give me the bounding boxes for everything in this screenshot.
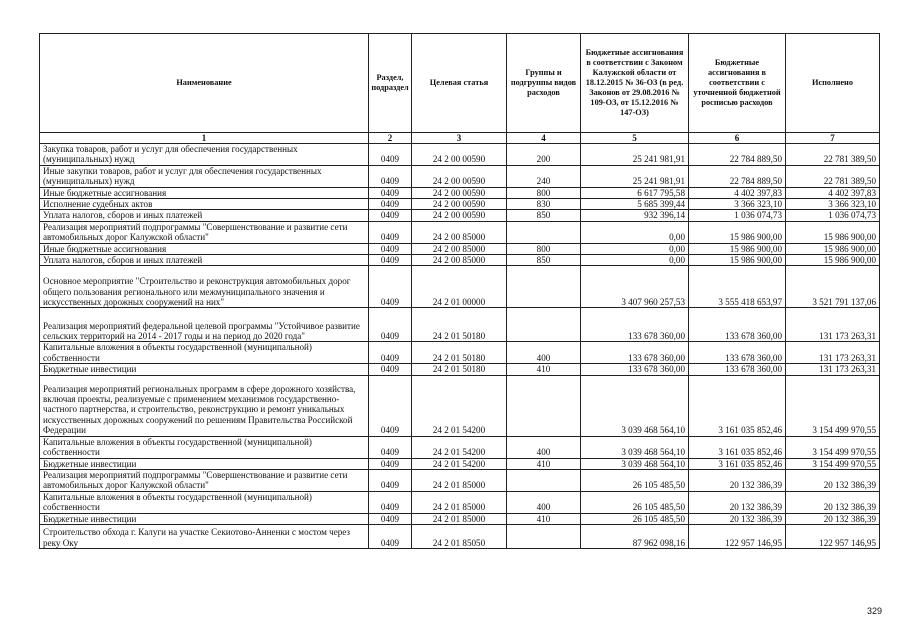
row-law-amount: 87 962 098,16 xyxy=(581,524,689,548)
row-revised-amount: 133 678 360,00 xyxy=(689,308,786,342)
header-revised: Бюджетные ассигнования в соответствии с уточненной бюджетной росписью расходов xyxy=(689,34,786,133)
row-revised-amount: 20 132 386,39 xyxy=(689,469,786,491)
page-number: 329 xyxy=(866,606,882,616)
row-group: 830 xyxy=(507,199,581,210)
row-section: 0409 xyxy=(369,308,412,342)
row-section: 0409 xyxy=(369,210,412,221)
row-revised-amount: 22 784 889,50 xyxy=(689,165,786,187)
row-target: 24 2 01 85050 xyxy=(412,524,507,548)
row-target: 24 2 00 85000 xyxy=(412,221,507,243)
table-body xyxy=(40,133,880,549)
row-group xyxy=(507,221,581,243)
row-section: 0409 xyxy=(369,524,412,548)
column-number-row xyxy=(40,133,880,144)
table-row xyxy=(40,210,880,221)
row-law-amount: 26 105 485,50 xyxy=(581,469,689,491)
row-executed-amount: 15 986 900,00 xyxy=(786,243,880,254)
table-row xyxy=(40,199,880,210)
row-group xyxy=(507,375,581,436)
header-target: Целевая статья xyxy=(412,34,507,133)
row-target: 24 2 00 85000 xyxy=(412,243,507,254)
table-row xyxy=(40,491,880,513)
row-name: Бюджетные инвестиции xyxy=(40,458,369,469)
row-law-amount: 6 617 795,58 xyxy=(581,187,689,198)
row-executed-amount: 20 132 386,39 xyxy=(786,469,880,491)
row-executed-amount: 3 521 791 137,06 xyxy=(786,266,880,308)
row-section: 0409 xyxy=(369,266,412,308)
row-executed-amount: 131 173 263,31 xyxy=(786,342,880,364)
table-row xyxy=(40,469,880,491)
table-row xyxy=(40,364,880,375)
row-section: 0409 xyxy=(369,491,412,513)
row-group: 410 xyxy=(507,513,581,524)
column-number: 5 xyxy=(581,133,689,144)
row-group xyxy=(507,524,581,548)
row-executed-amount: 4 402 397,83 xyxy=(786,187,880,198)
row-group: 410 xyxy=(507,458,581,469)
row-revised-amount: 122 957 146,95 xyxy=(689,524,786,548)
table-row xyxy=(40,187,880,198)
row-executed-amount: 20 132 386,39 xyxy=(786,513,880,524)
row-section: 0409 xyxy=(369,243,412,254)
column-number: 3 xyxy=(412,133,507,144)
row-target: 24 2 00 00590 xyxy=(412,187,507,198)
row-executed-amount: 3 154 499 970,55 xyxy=(786,436,880,458)
row-name: Иные бюджетные ассигнования xyxy=(40,187,369,198)
row-revised-amount: 15 986 900,00 xyxy=(689,243,786,254)
row-group xyxy=(507,266,581,308)
row-law-amount: 25 241 981,91 xyxy=(581,144,689,166)
row-name: Иные закупки товаров, работ и услуг для обеспечения государственных (муниципальных) нужд xyxy=(40,165,369,187)
row-revised-amount: 3 161 035 852,46 xyxy=(689,458,786,469)
column-number: 4 xyxy=(507,133,581,144)
table-row xyxy=(40,375,880,436)
row-target: 24 2 00 00590 xyxy=(412,144,507,166)
row-target: 24 2 01 85000 xyxy=(412,513,507,524)
row-revised-amount: 15 986 900,00 xyxy=(689,221,786,243)
column-number: 1 xyxy=(40,133,369,144)
header-executed: Исполнено xyxy=(786,34,880,133)
table-row xyxy=(40,221,880,243)
row-executed-amount: 15 986 900,00 xyxy=(786,255,880,266)
row-revised-amount: 133 678 360,00 xyxy=(689,364,786,375)
row-target: 24 2 01 50180 xyxy=(412,308,507,342)
row-group: 400 xyxy=(507,491,581,513)
header-law: Бюджетные ассигнования в соответствии с Законом Калужской области от 18.12.2015 № 36-ОЗ (в ред. Законов от 29.08.2016 № 109-ОЗ, от 15.12.2016 № 147-ОЗ) xyxy=(581,34,689,133)
row-executed-amount: 20 132 386,39 xyxy=(786,491,880,513)
row-name: Капитальные вложения в объекты государственной (муниципальной) собственности xyxy=(40,491,369,513)
row-section: 0409 xyxy=(369,436,412,458)
row-revised-amount: 3 161 035 852,46 xyxy=(689,436,786,458)
row-law-amount: 3 039 468 564,10 xyxy=(581,458,689,469)
row-group: 400 xyxy=(507,436,581,458)
row-group: 850 xyxy=(507,210,581,221)
row-law-amount: 3 407 960 257,53 xyxy=(581,266,689,308)
row-revised-amount: 20 132 386,39 xyxy=(689,513,786,524)
header-row xyxy=(40,34,880,133)
row-group xyxy=(507,308,581,342)
row-target: 24 2 01 54200 xyxy=(412,458,507,469)
row-law-amount: 133 678 360,00 xyxy=(581,342,689,364)
row-law-amount: 3 039 468 564,10 xyxy=(581,436,689,458)
row-target: 24 2 01 85000 xyxy=(412,491,507,513)
row-law-amount: 26 105 485,50 xyxy=(581,513,689,524)
table-row xyxy=(40,436,880,458)
row-target: 24 2 01 50180 xyxy=(412,342,507,364)
row-executed-amount: 22 781 389,50 xyxy=(786,165,880,187)
row-group: 200 xyxy=(507,144,581,166)
row-target: 24 2 00 00590 xyxy=(412,199,507,210)
row-target: 24 2 00 00590 xyxy=(412,165,507,187)
table-row xyxy=(40,342,880,364)
row-law-amount: 26 105 485,50 xyxy=(581,491,689,513)
row-section: 0409 xyxy=(369,513,412,524)
row-executed-amount: 22 781 389,50 xyxy=(786,144,880,166)
table-row xyxy=(40,513,880,524)
row-law-amount: 3 039 468 564,10 xyxy=(581,375,689,436)
row-name: Реализация мероприятий подпрограммы "Совершенствование и развитие сети автомобильных дорог Калужской области" xyxy=(40,221,369,243)
row-target: 24 2 01 00000 xyxy=(412,266,507,308)
row-revised-amount: 22 784 889,50 xyxy=(689,144,786,166)
row-name: Реализация мероприятий подпрограммы "Совершенствование и развитие сети автомобильных дорог Калужской области" xyxy=(40,469,369,491)
header-section: Раздел, подраздел xyxy=(369,34,412,133)
row-executed-amount: 3 366 323,10 xyxy=(786,199,880,210)
header-groups: Группы и подгруппы видов расходов xyxy=(507,34,581,133)
row-target: 24 2 01 54200 xyxy=(412,436,507,458)
row-section: 0409 xyxy=(369,364,412,375)
row-revised-amount: 15 986 900,00 xyxy=(689,255,786,266)
row-section: 0409 xyxy=(369,342,412,364)
row-executed-amount: 1 036 074,73 xyxy=(786,210,880,221)
table-row xyxy=(40,255,880,266)
row-name: Исполнение судебных актов xyxy=(40,199,369,210)
budget-table xyxy=(39,33,880,549)
row-group: 410 xyxy=(507,364,581,375)
row-law-amount: 5 685 399,44 xyxy=(581,199,689,210)
row-name: Строительство обхода г. Калуги на участке Секиотово-Анненки с мостом через реку Оку xyxy=(40,524,369,548)
row-target: 24 2 00 00590 xyxy=(412,210,507,221)
row-section: 0409 xyxy=(369,199,412,210)
table-row xyxy=(40,458,880,469)
column-number: 2 xyxy=(369,133,412,144)
row-section: 0409 xyxy=(369,255,412,266)
row-name: Реализация мероприятий федеральной целевой программы "Устойчивое развитие сельских территорий на 2014 - 2017 годы и на период до 2020 года" xyxy=(40,308,369,342)
row-revised-amount: 3 555 418 653,97 xyxy=(689,266,786,308)
row-law-amount: 133 678 360,00 xyxy=(581,364,689,375)
row-name: Уплата налогов, сборов и иных платежей xyxy=(40,255,369,266)
row-law-amount: 0,00 xyxy=(581,243,689,254)
row-section: 0409 xyxy=(369,469,412,491)
row-name: Бюджетные инвестиции xyxy=(40,364,369,375)
row-section: 0409 xyxy=(369,144,412,166)
table-row xyxy=(40,266,880,308)
row-target: 24 2 01 85000 xyxy=(412,469,507,491)
row-revised-amount: 3 161 035 852,46 xyxy=(689,375,786,436)
row-law-amount: 133 678 360,00 xyxy=(581,308,689,342)
row-section: 0409 xyxy=(369,458,412,469)
row-revised-amount: 133 678 360,00 xyxy=(689,342,786,364)
row-name: Капитальные вложения в объекты государственной (муниципальной) собственности xyxy=(40,436,369,458)
row-name: Иные бюджетные ассигнования xyxy=(40,243,369,254)
row-revised-amount: 3 366 323,10 xyxy=(689,199,786,210)
row-group: 800 xyxy=(507,243,581,254)
table-row xyxy=(40,308,880,342)
row-executed-amount: 15 986 900,00 xyxy=(786,221,880,243)
row-section: 0409 xyxy=(369,375,412,436)
row-group xyxy=(507,469,581,491)
row-executed-amount: 131 173 263,31 xyxy=(786,308,880,342)
row-group: 800 xyxy=(507,187,581,198)
row-name: Бюджетные инвестиции xyxy=(40,513,369,524)
row-target: 24 2 01 54200 xyxy=(412,375,507,436)
row-group: 400 xyxy=(507,342,581,364)
row-executed-amount: 3 154 499 970,55 xyxy=(786,458,880,469)
column-number: 7 xyxy=(786,133,880,144)
row-executed-amount: 131 173 263,31 xyxy=(786,364,880,375)
row-name: Капитальные вложения в объекты государственной (муниципальной) собственности xyxy=(40,342,369,364)
row-executed-amount: 122 957 146,95 xyxy=(786,524,880,548)
row-name: Закупка товаров, работ и услуг для обеспечения государственных (муниципальных) нужд xyxy=(40,144,369,166)
row-law-amount: 0,00 xyxy=(581,255,689,266)
row-group: 850 xyxy=(507,255,581,266)
row-executed-amount: 3 154 499 970,55 xyxy=(786,375,880,436)
row-section: 0409 xyxy=(369,187,412,198)
table-row xyxy=(40,243,880,254)
row-name: Основное мероприятие "Строительство и реконструкция автомобильных дорог общего пользования регионального или межмуниципального значения и искусственных дорожных сооружений на них" xyxy=(40,266,369,308)
row-revised-amount: 1 036 074,73 xyxy=(689,210,786,221)
row-revised-amount: 20 132 386,39 xyxy=(689,491,786,513)
row-group: 240 xyxy=(507,165,581,187)
header-name: Наименование xyxy=(40,34,369,133)
row-target: 24 2 01 50180 xyxy=(412,364,507,375)
table-row xyxy=(40,165,880,187)
row-name: Реализация мероприятий региональных программ в сфере дорожного хозяйства, включая проекты, реализуемые с применением механизмов государственно-частного партнерства, и строительство, реконструкцию и ремонт уникальных искусственных дорожных сооружений по решениям Правительства Российской Федерации xyxy=(40,375,369,436)
row-revised-amount: 4 402 397,83 xyxy=(689,187,786,198)
row-law-amount: 932 396,14 xyxy=(581,210,689,221)
table-row xyxy=(40,144,880,166)
row-law-amount: 0,00 xyxy=(581,221,689,243)
row-law-amount: 25 241 981,91 xyxy=(581,165,689,187)
table-row xyxy=(40,524,880,548)
row-section: 0409 xyxy=(369,165,412,187)
row-name: Уплата налогов, сборов и иных платежей xyxy=(40,210,369,221)
column-number: 6 xyxy=(689,133,786,144)
row-target: 24 2 00 85000 xyxy=(412,255,507,266)
row-section: 0409 xyxy=(369,221,412,243)
